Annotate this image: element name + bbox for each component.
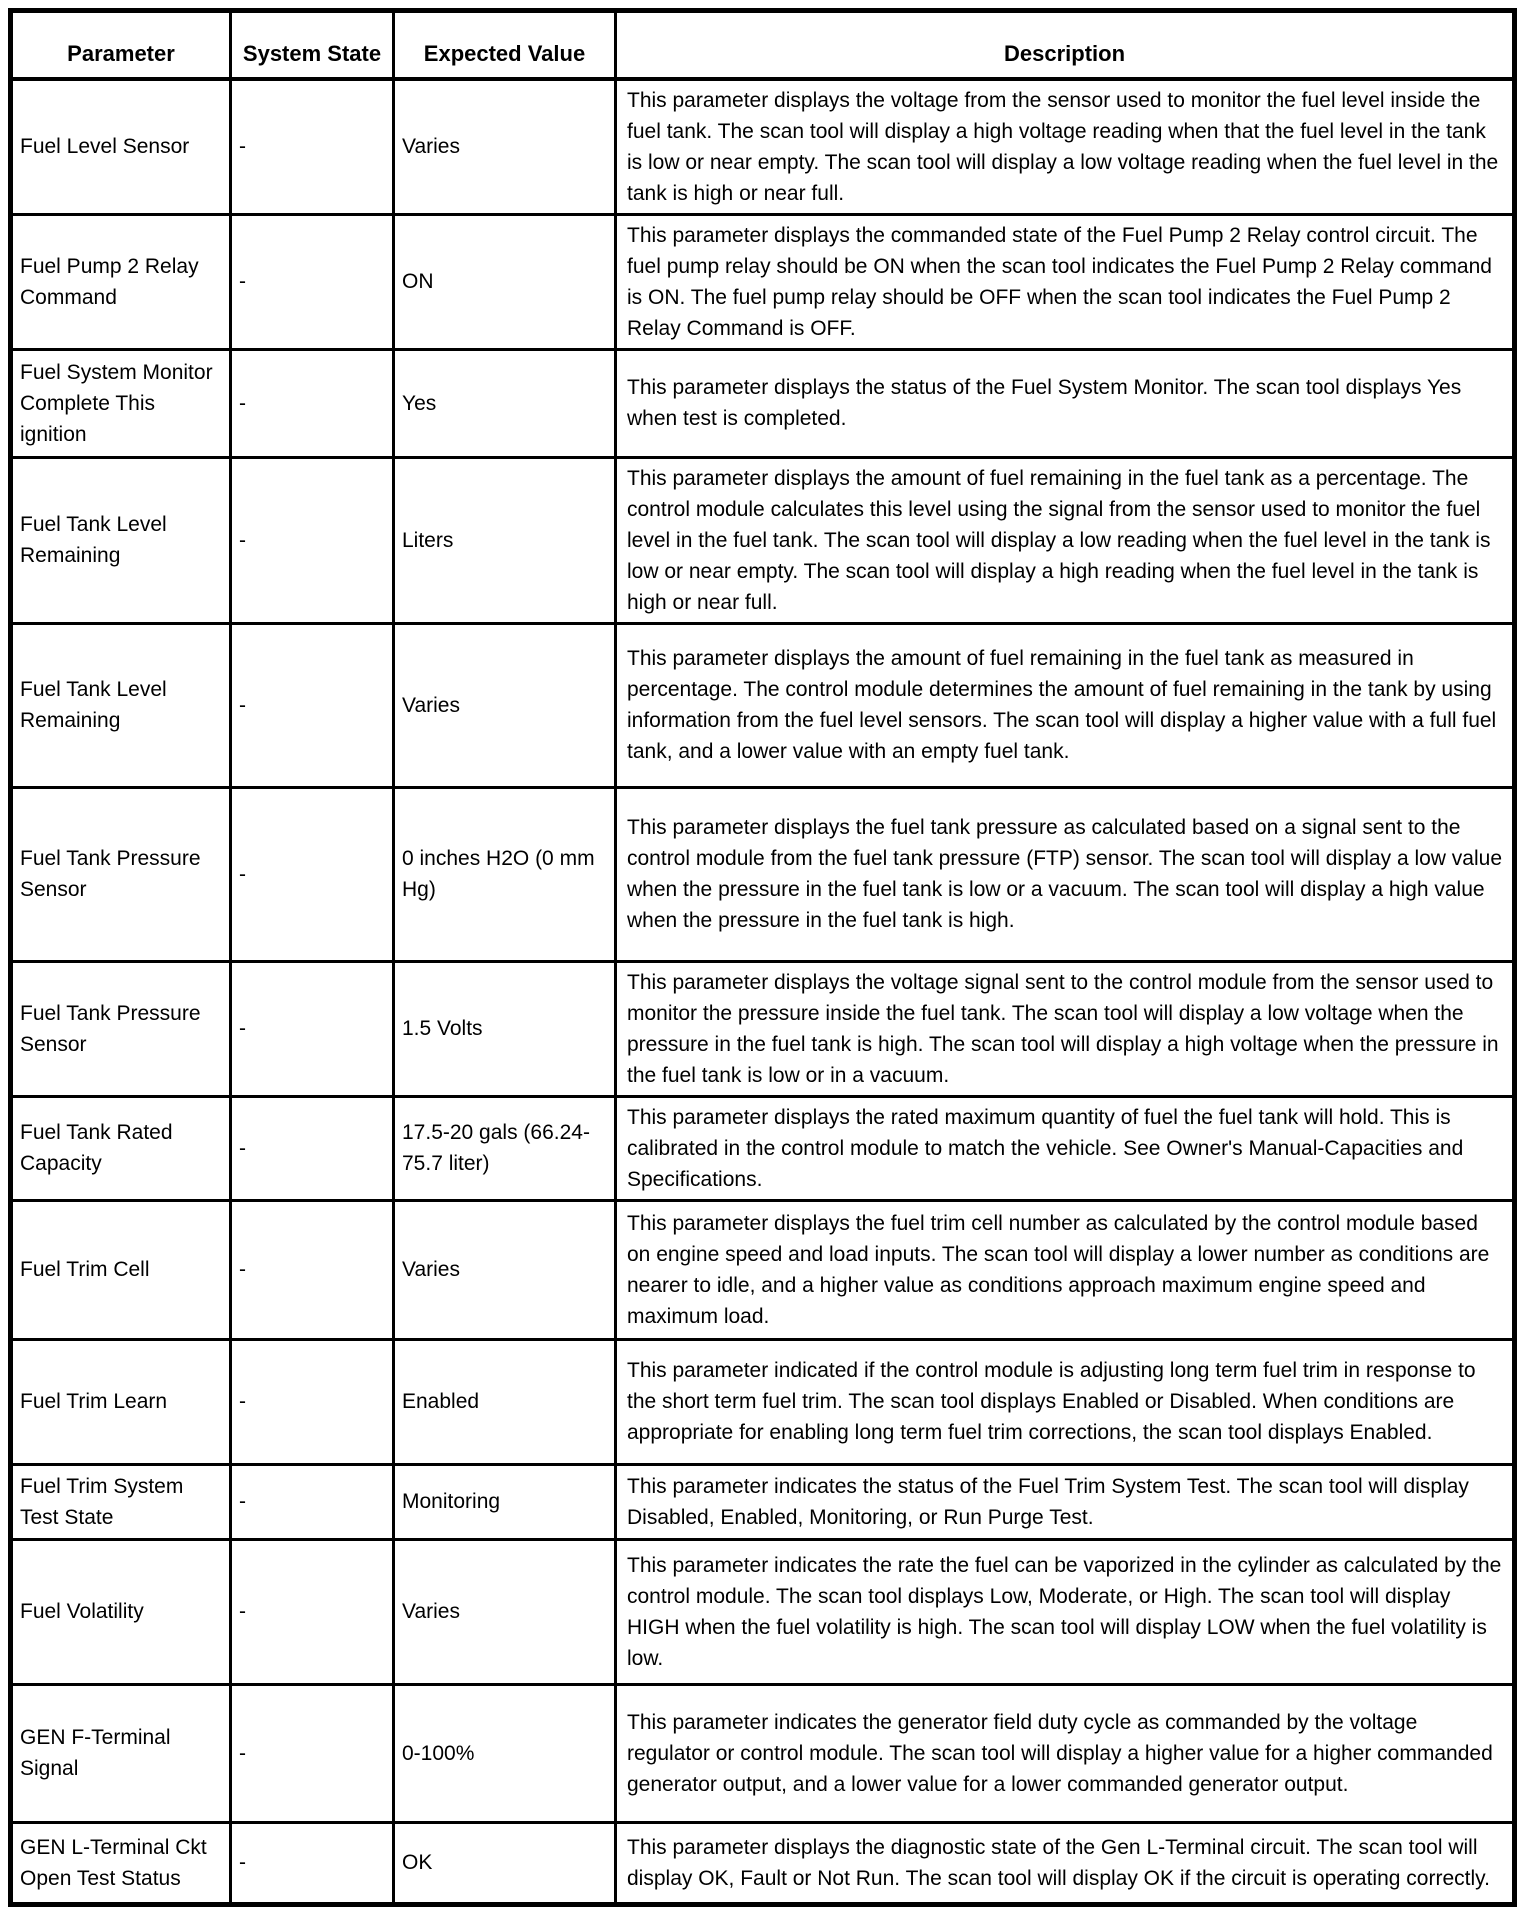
parameter-cell: Fuel Level Sensor [11, 79, 231, 215]
header-description: Description [616, 11, 1515, 79]
parameter-cell: Fuel Tank Level Remaining [11, 457, 231, 623]
parameter-cell: Fuel Tank Rated Capacity [11, 1096, 231, 1200]
description-cell: This parameter displays the commanded state of the Fuel Pump 2 Relay control circuit. The fuel pump relay should be ON when the scan tool indicates the Fuel Pump 2 Relay command is ON. The fuel pump relay should be OFF when the scan tool indicates the Fuel Pump 2 Relay Command is OFF. [616, 214, 1515, 349]
table-body [11, 79, 1515, 1905]
expected-value-cell: 0 inches H2O (0 mm Hg) [394, 787, 616, 961]
system-state-cell: - [231, 1096, 394, 1200]
system-state-cell: - [231, 214, 394, 349]
table-row [11, 787, 1515, 961]
parameter-cell: GEN L-Terminal Ckt Open Test Status [11, 1822, 231, 1904]
table-row [11, 214, 1515, 349]
expected-value-cell: Varies [394, 1539, 616, 1684]
parameter-table [8, 8, 1517, 1907]
parameter-cell: Fuel Pump 2 Relay Command [11, 214, 231, 349]
expected-value-cell: ON [394, 214, 616, 349]
table-header [11, 11, 1515, 79]
table-row [11, 1096, 1515, 1200]
parameter-cell: Fuel Tank Pressure Sensor [11, 787, 231, 961]
header-row [11, 11, 1515, 79]
description-cell: This parameter displays the status of the Fuel System Monitor. The scan tool displays Yes when test is completed. [616, 349, 1515, 457]
system-state-cell: - [231, 961, 394, 1096]
expected-value-cell: Varies [394, 79, 616, 215]
system-state-cell: - [231, 457, 394, 623]
parameter-cell: Fuel System Monitor Complete This ignition [11, 349, 231, 457]
header-system-state: System State [231, 11, 394, 79]
expected-value-cell: Enabled [394, 1339, 616, 1464]
table-row [11, 349, 1515, 457]
expected-value-cell: 17.5-20 gals (66.24-75.7 liter) [394, 1096, 616, 1200]
parameter-cell: Fuel Trim System Test State [11, 1464, 231, 1539]
description-cell: This parameter displays the fuel trim cell number as calculated by the control module based on engine speed and load inputs. The scan tool will display a lower number as conditions are nearer to idle, and a higher value as conditions approach maximum engine speed and maximum load. [616, 1200, 1515, 1339]
system-state-cell: - [231, 349, 394, 457]
system-state-cell: - [231, 1539, 394, 1684]
description-cell: This parameter indicates the rate the fuel can be vaporized in the cylinder as calculated by the control module. The scan tool displays Low, Moderate, or High. The scan tool will display HIGH when the fuel volatility is high. The scan tool will display LOW when the fuel volatility is low. [616, 1539, 1515, 1684]
table-row [11, 79, 1515, 215]
parameter-cell: Fuel Trim Cell [11, 1200, 231, 1339]
parameter-cell: Fuel Tank Level Remaining [11, 623, 231, 787]
expected-value-cell: Monitoring [394, 1464, 616, 1539]
description-cell: This parameter displays the rated maximum quantity of fuel the fuel tank will hold. This is calibrated in the control module to match the vehicle. See Owner's Manual-Capacities and Specifications. [616, 1096, 1515, 1200]
description-cell: This parameter displays the amount of fuel remaining in the fuel tank as a percentage. The control module calculates this level using the signal from the sensor used to monitor the fuel level in the fuel tank. The scan tool will display a low reading when the fuel level in the tank is low or near empty. The scan tool will display a high reading when the fuel level in the tank is high or near full. [616, 457, 1515, 623]
header-parameter: Parameter [11, 11, 231, 79]
description-cell: This parameter displays the amount of fuel remaining in the fuel tank as measured in percentage. The control module determines the amount of fuel remaining in the tank by using information from the fuel level sensors. The scan tool will display a higher value with a full fuel tank, and a lower value with an empty fuel tank. [616, 623, 1515, 787]
expected-value-cell: Yes [394, 349, 616, 457]
table-row [11, 1539, 1515, 1684]
description-cell: This parameter indicated if the control module is adjusting long term fuel trim in response to the short term fuel trim. The scan tool displays Enabled or Disabled. When conditions are appropriate for enabling long term fuel trim corrections, the scan tool displays Enabled. [616, 1339, 1515, 1464]
table-row [11, 1684, 1515, 1822]
table-row [11, 623, 1515, 787]
expected-value-cell: Liters [394, 457, 616, 623]
parameter-cell: GEN F-Terminal Signal [11, 1684, 231, 1822]
system-state-cell: - [231, 1464, 394, 1539]
system-state-cell: - [231, 1822, 394, 1904]
parameter-cell: Fuel Tank Pressure Sensor [11, 961, 231, 1096]
system-state-cell: - [231, 1339, 394, 1464]
description-cell: This parameter displays the voltage from the sensor used to monitor the fuel level inside the fuel tank. The scan tool will display a high voltage reading when that the fuel level in the tank is low or near empty. The scan tool will display a low voltage reading when the fuel level in the tank is high or near full. [616, 79, 1515, 215]
description-cell: This parameter displays the fuel tank pressure as calculated based on a signal sent to the control module from the fuel tank pressure (FTP) sensor. The scan tool will display a low value when the pressure in the fuel tank is low or a vacuum. The scan tool will display a high value when the pressure in the fuel tank is high. [616, 787, 1515, 961]
expected-value-cell: Varies [394, 1200, 616, 1339]
parameter-cell: Fuel Volatility [11, 1539, 231, 1684]
table-row [11, 1822, 1515, 1904]
table-row [11, 1200, 1515, 1339]
description-cell: This parameter indicates the generator field duty cycle as commanded by the voltage regulator or control module. The scan tool will display a higher value for a higher commanded generator output, and a lower value for a lower commanded generator output. [616, 1684, 1515, 1822]
description-cell: This parameter indicates the status of the Fuel Trim System Test. The scan tool will display Disabled, Enabled, Monitoring, or Run Purge Test. [616, 1464, 1515, 1539]
description-cell: This parameter displays the voltage signal sent to the control module from the sensor used to monitor the pressure inside the fuel tank. The scan tool will display a low voltage when the pressure in the fuel tank is high. The scan tool will display a high voltage when the pressure in the fuel tank is low or in a vacuum. [616, 961, 1515, 1096]
table-row [11, 457, 1515, 623]
table-row [11, 1464, 1515, 1539]
description-cell: This parameter displays the diagnostic state of the Gen L-Terminal circuit. The scan tool will display OK, Fault or Not Run. The scan tool will display OK if the circuit is operating correctly. [616, 1822, 1515, 1904]
expected-value-cell: 0-100% [394, 1684, 616, 1822]
system-state-cell: - [231, 79, 394, 215]
system-state-cell: - [231, 623, 394, 787]
table-row [11, 1339, 1515, 1464]
system-state-cell: - [231, 787, 394, 961]
header-expected-value: Expected Value [394, 11, 616, 79]
system-state-cell: - [231, 1684, 394, 1822]
parameter-cell: Fuel Trim Learn [11, 1339, 231, 1464]
table-row [11, 961, 1515, 1096]
expected-value-cell: OK [394, 1822, 616, 1904]
system-state-cell: - [231, 1200, 394, 1339]
expected-value-cell: Varies [394, 623, 616, 787]
expected-value-cell: 1.5 Volts [394, 961, 616, 1096]
